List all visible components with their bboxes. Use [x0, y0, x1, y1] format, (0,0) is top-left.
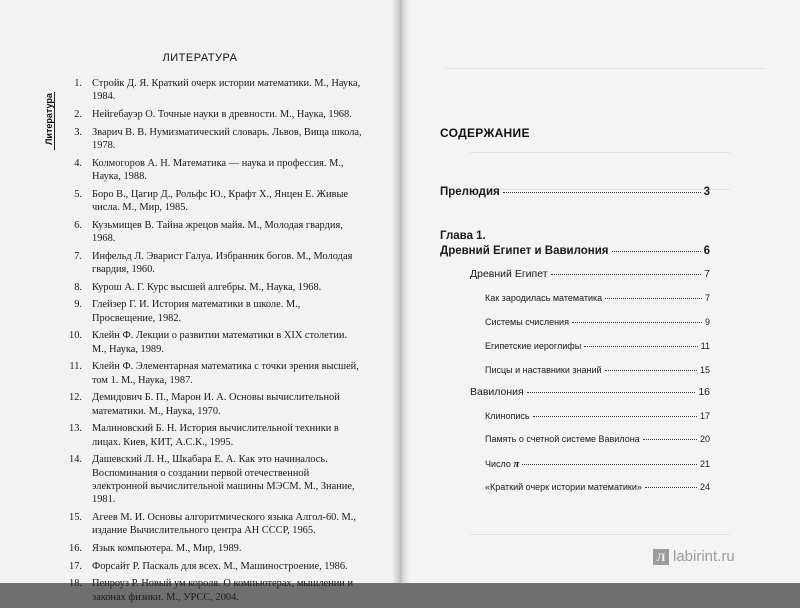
- reference-item: 5. Боро В., Цагир Д., Рольфс Ю., Крафт Х., Янцен Е. Живые числа. М., Мир, 1985.: [74, 188, 349, 213]
- reference-item: 9. Глейзер Г. И. История математики в школе. М., Просвещение, 1982.: [74, 299, 301, 324]
- leader-dots: [572, 322, 702, 323]
- leader-dots: [612, 251, 701, 252]
- toc-subsection: Системы счисления 9: [485, 317, 710, 327]
- reference-item: 13. Малиновский Б. Н. История вычислительной техники в лицах. Киев, КИТ, А.С.К., 1995.: [69, 423, 339, 448]
- leader-dots: [643, 439, 697, 440]
- toc-subsection: Писцы и наставники знаний 15: [485, 365, 710, 375]
- reference-item: 4. Колмогоров А. Н. Математика — наука и профессия. М., Наука, 1988.: [74, 157, 344, 182]
- leader-dots: [605, 298, 702, 299]
- reference-item: 2. Нейгебауэр О. Точные науки в древности. М., Наука, 1968.: [74, 109, 352, 120]
- leader-dots: [584, 346, 697, 347]
- reference-item: 12. Демидович Б. П., Марон И. А. Основы вычислительной математики. М., Наука, 1970.: [69, 392, 340, 417]
- watermark-text: labirint.ru: [673, 548, 735, 565]
- reference-item: 6. Кузьмищев В. Тайна жрецов майя. М., Молодая гвардия, 1968.: [74, 219, 343, 244]
- book-gutter: [392, 0, 410, 583]
- reference-item: 10. Клейн Ф. Лекции о развитии математики в XIX столетии. М., Наука, 1989.: [69, 330, 348, 355]
- reference-list: [62, 77, 362, 608]
- toc-subsection: Египетские иероглифы 11: [485, 341, 710, 351]
- labirint-logo-icon: Л: [653, 549, 669, 565]
- toc-title: СОДЕРЖАНИЕ: [440, 126, 530, 140]
- reference-item: 7. Инфельд Л. Эварист Галуа. Избранник богов. М., Молодая гвардия, 1960.: [74, 250, 353, 275]
- left-page: [0, 0, 400, 603]
- reference-item: 16. Язык компьютера. М., Мир, 1989.: [69, 543, 242, 554]
- toc-subsection: Число π 21: [485, 458, 710, 470]
- toc-prelude: Прелюдия 3: [440, 186, 710, 198]
- leader-dots: [527, 392, 696, 393]
- reference-item: 3. Зварич В. В. Нумизматический словарь. Львов, Вища школа, 1978.: [74, 126, 362, 151]
- reference-item: 1. Стройк Д. Я. Краткий очерк истории математики. М., Наука, 1984.: [74, 78, 361, 103]
- reference-item: 18. Пенроуз Р. Новый ум короля. О компьютерах, мышлении и законах физики. М., УРСС, 2004.: [69, 578, 354, 603]
- reference-item: 17. Форсайт Р. Паскаль для всех. М., Машиностроение, 1986.: [69, 560, 348, 572]
- leader-dots: [522, 464, 697, 465]
- leader-dots: [645, 487, 697, 488]
- toc-section-egypt: Древний Египет 7: [470, 268, 710, 280]
- toc-subsection: Память о счетной системе Вавилона 20: [485, 434, 710, 444]
- toc-section-babylon: Вавилония 16: [470, 386, 710, 398]
- toc-chapter-1: Древний Египет и Вавилония 6: [440, 245, 710, 257]
- toc-subsection: «Краткий очерк истории математики» 24: [485, 482, 710, 492]
- reference-item: 14. Дашевский Л. Н., Шкабара Е. А. Как это начиналось. Воспоминания о создании первой отечественной электронной вычислительной машины МЭСМ. М., Знание, 1981.: [69, 454, 355, 506]
- toc-subsection: Как зародилась математика 7: [485, 293, 710, 303]
- watermark: [653, 548, 735, 565]
- leader-dots: [551, 274, 702, 275]
- reference-item: 8. Курош А. Г. Курс высшей алгебры. М., Наука, 1968.: [74, 281, 322, 293]
- pi-symbol: π: [513, 458, 520, 470]
- toc-chapter-heading: Глава 1.: [440, 230, 486, 242]
- show-through: [470, 138, 730, 153]
- leader-dots: [533, 416, 697, 417]
- show-through: [445, 68, 765, 129]
- leader-dots: [503, 192, 701, 193]
- reference-item: 15. Агеев М. И. Основы алгоритмического языка Алгол-60. М., издание Вычислительного центра АН СССР, 1965.: [69, 512, 356, 537]
- page-title: ЛИТЕРАТУРА: [162, 52, 238, 64]
- show-through: [470, 520, 730, 535]
- side-tab-label: Литература: [44, 93, 54, 145]
- side-tab: [40, 92, 55, 150]
- reference-item: 11. Клейн Ф. Элементарная математика с точки зрения высшей, том 1. М., Наука, 1987.: [69, 361, 359, 386]
- toc-subsection: Клинопись 17: [485, 411, 710, 421]
- leader-dots: [605, 370, 697, 371]
